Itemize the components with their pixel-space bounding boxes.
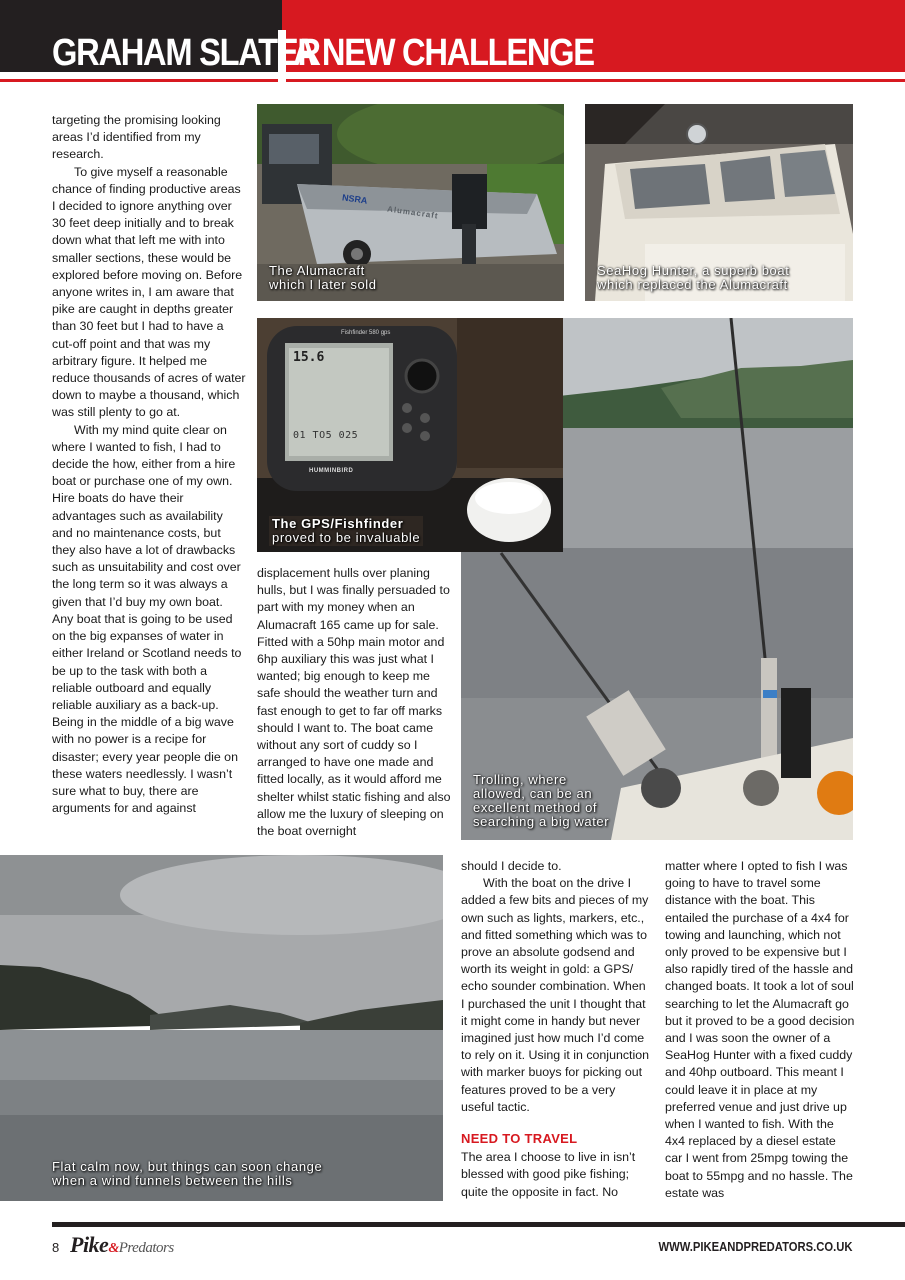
text-column-1 xyxy=(52,112,246,817)
text-column-3 xyxy=(461,858,651,1201)
caption-line: when a wind funnels between the hills xyxy=(52,1173,293,1188)
boat-brand-hull: Alumacraft xyxy=(386,204,440,221)
gps-brand-label: HUMMINBIRD xyxy=(309,468,354,474)
text-column-2 xyxy=(257,565,451,840)
text-column-4 xyxy=(665,858,855,1202)
footer-rule xyxy=(52,1222,905,1227)
caption-line: Trolling, where xyxy=(473,772,567,787)
gps-model-label: Fishfinder 580 gps xyxy=(341,330,391,336)
caption-seahog xyxy=(597,264,789,292)
photo-flat-calm xyxy=(0,855,443,1201)
magazine-logo xyxy=(70,1232,174,1258)
paragraph: displacement hulls over planing hulls, but I was finally persuaded to part with my money when an Alumacraft 165 came up for sale. Fitted with a 50hp main motor and 6hp auxiliary this was just what I wanted; big enough to keep me safe should the weather turn and fast enough to get to far off marks should I want to. The boat came without any sort of cuddy so I arranged to have one made and fitted locally, as it would afford me shelter whilst static fishing and also allow me the luxury of sleeping on the boat overnight xyxy=(257,566,451,839)
caption-line: SeaHog Hunter, a superb boat xyxy=(597,263,790,278)
caption-alumacraft xyxy=(269,264,377,292)
caption-line: which I later sold xyxy=(269,277,377,292)
header-red-rule xyxy=(0,79,905,82)
caption-line: Flat calm now, but things can soon change xyxy=(52,1159,323,1174)
logo-sub: Predators xyxy=(118,1240,174,1256)
subhead-need-to-travel: NEED TO TRAVEL xyxy=(461,1131,578,1147)
logo-main: Pike xyxy=(70,1232,109,1257)
caption-line: searching a big water xyxy=(473,814,610,829)
boat-brand-label: NSRA xyxy=(341,192,369,206)
header-title: A NEW CHALLENGE xyxy=(293,32,594,74)
caption-line: proved to be invaluable xyxy=(272,530,421,545)
caption-gps xyxy=(269,516,423,546)
caption-line: allowed, can be an xyxy=(473,786,593,801)
flat-calm-scene xyxy=(0,855,443,1201)
gps-bottom-readout: 01 TO5 025 xyxy=(293,430,359,441)
paragraph: matter where I opted to fish I was going to have to travel some distance with the boat. This entailed the purchase of a 4x4 for towing and launching, which not only proved to be expensive but I also rapidly tired of the hassle and changed boats. It took a lot of soul searching to let the Alumacraft go but it proved to be a good decision and I was soon the owner of a SeaHog Hunter with a fixed cuddy and 40hp outboard. This meant I could leave it in place at my preferred venue and just drive up when I wanted to fish. With the 4x4 replaced by a diesel estate car I went from 25mpg towing the boat to 55mpg and no hassle. The estate was xyxy=(665,859,855,1200)
paragraph: should I decide to. xyxy=(461,859,562,873)
caption-line: which replaced the Alumacraft xyxy=(597,277,788,292)
caption-line: The GPS/Fishfinder xyxy=(272,516,404,531)
header-author: GRAHAM SLATER xyxy=(52,32,320,74)
caption-trolling xyxy=(473,773,609,829)
paragraph: With my mind quite clear on where I wanted to fish, I had to decide the how, either from a hire boat or purchase one of my own. Hire boats do have their advantages such as availability and no maintenance costs, but they also have a lot of drawbacks such as unsuitability and cost over the long term so it was always a given that I’d buy my own boat. Any boat that is going to be used on the big expanses of water in either Ireland or Scotland needs to be up to the task with both a reliable outboard and equally reliable auxiliary as a back-up. Being in the middle of a big wave with no power is a recipe for disaster; every year people die on these waters needlessly. I wasn’t sure what to buy, there are arguments for and against xyxy=(52,422,242,816)
caption-line: excellent method of xyxy=(473,800,598,815)
paragraph: targeting the promising looking areas I’d identified from my research. xyxy=(52,113,221,162)
photo-gps xyxy=(257,318,563,552)
photo-alumacraft xyxy=(257,104,564,301)
logo-ampersand: & xyxy=(108,1241,119,1256)
paragraph: To give myself a reasonable chance of finding productive areas I decided to ignore anything over 30 feet deep initially and to break down what that left me with into smaller sections, these would be explored before moving on. Before anyone writes in, I am aware that pike are caught in depths greater than 30 feet but I had to have a cut-off point and that was my arbitrary figure. It helped me reduce thousands of acres of water down to maybe a thousand, which was still plenty to go at. xyxy=(52,164,246,420)
paragraph: With the boat on the drive I added a few bits and pieces of my own such as lights, markers, etc., and fitted something which was to prove an absolute godsend and worth its weight in gold: a GPS/ echo sounder combination. When I purchased the unit I thought that it might come in handy but never imagined just how much I’d come to rely on it. Using it in conjunction with marker buoys for picking out features proved to be a very useful tactic. xyxy=(461,876,650,1114)
page-number: 8 xyxy=(52,1240,60,1255)
caption-flat-calm xyxy=(52,1160,322,1188)
photo-seahog xyxy=(585,104,853,301)
caption-line: The Alumacraft xyxy=(269,263,365,278)
page-header xyxy=(0,0,905,84)
paragraph: The area I choose to live in isn’t blessed with good pike fishing; quite the opposite in fact. No xyxy=(461,1150,636,1199)
gps-depth-readout: 15.6 xyxy=(293,350,325,365)
website-url: WWW.PIKEANDPREDATORS.CO.UK xyxy=(659,1240,853,1254)
